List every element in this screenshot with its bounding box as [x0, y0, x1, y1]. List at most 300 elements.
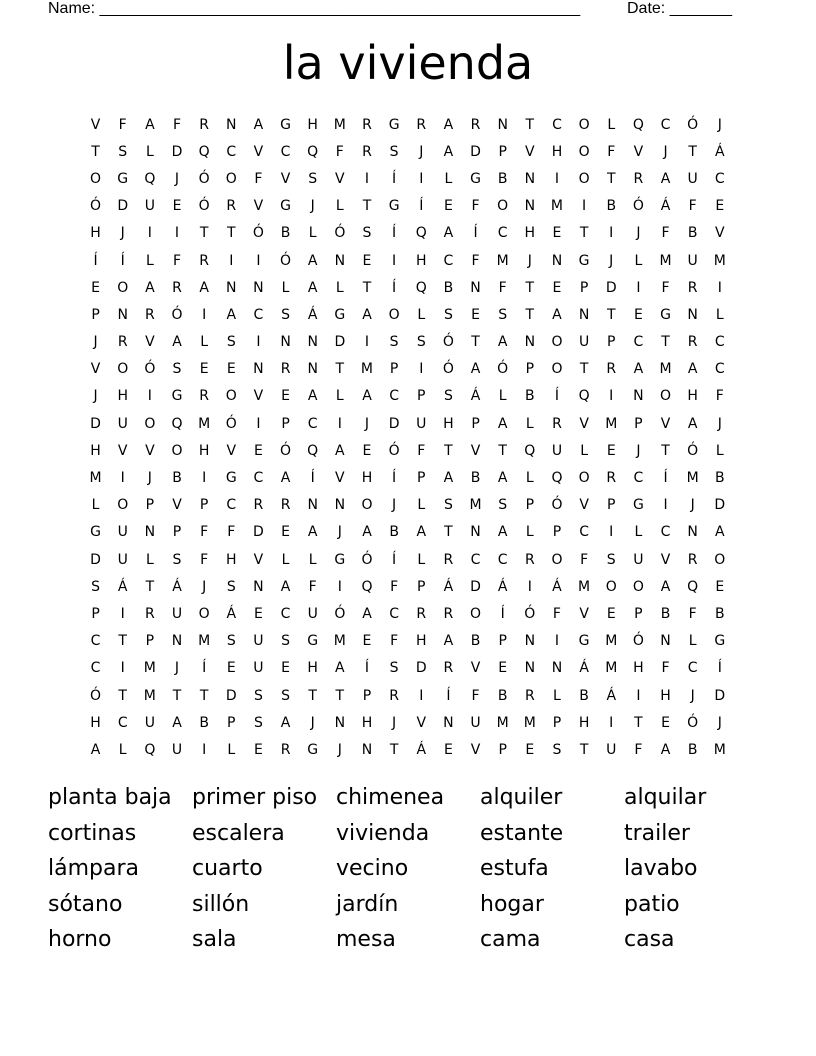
grid-letter[interactable]: F [661, 225, 670, 242]
grid-letter[interactable]: E [362, 442, 372, 459]
grid-letter[interactable]: V [253, 198, 264, 215]
grid-letter[interactable]: M [578, 578, 591, 595]
grid-letter[interactable]: I [636, 279, 641, 296]
grid-letter[interactable]: P [145, 633, 155, 650]
grid-letter[interactable]: A [687, 361, 698, 378]
grid-letter[interactable]: T [226, 225, 236, 242]
grid-letter[interactable]: R [470, 116, 481, 133]
grid-letter[interactable]: S [498, 497, 508, 514]
grid-letter[interactable]: O [470, 605, 482, 622]
grid-letter[interactable]: O [578, 170, 590, 187]
grid-letter[interactable]: E [606, 442, 616, 459]
grid-letter[interactable]: O [605, 578, 617, 595]
grid-letter[interactable]: L [308, 551, 317, 568]
grid-letter[interactable]: U [144, 714, 155, 731]
grid-letter[interactable]: B [606, 198, 617, 215]
grid-letter[interactable]: L [145, 252, 154, 269]
grid-letter[interactable]: C [443, 252, 454, 269]
grid-letter[interactable]: Ó [198, 170, 210, 187]
grid-letter[interactable]: Í [392, 279, 397, 296]
grid-letter[interactable]: P [91, 306, 100, 323]
grid-letter[interactable]: D [117, 198, 129, 215]
grid-letter[interactable]: V [525, 143, 535, 160]
grid-letter[interactable]: O [144, 415, 156, 432]
grid-letter[interactable]: P [525, 361, 535, 378]
grid-letter[interactable]: F [390, 633, 399, 650]
grid-letter[interactable]: Ó [361, 551, 373, 568]
grid-letter[interactable]: F [580, 551, 589, 568]
grid-letter[interactable]: Í [392, 470, 397, 487]
grid-letter[interactable]: S [253, 687, 263, 704]
grid-letter[interactable]: A [660, 578, 671, 595]
grid-letter[interactable]: O [660, 388, 672, 405]
grid-letter[interactable]: B [470, 470, 481, 487]
grid-letter[interactable]: I [147, 225, 152, 242]
grid-letter[interactable]: M [496, 252, 509, 269]
grid-letter[interactable]: O [171, 442, 183, 459]
grid-letter[interactable]: J [93, 388, 98, 405]
grid-letter[interactable]: V [145, 442, 155, 459]
grid-letter[interactable]: J [663, 143, 668, 160]
grid-letter[interactable]: C [280, 143, 291, 160]
grid-letter[interactable]: G [171, 388, 183, 405]
grid-letter[interactable]: R [226, 198, 237, 215]
grid-letter[interactable]: D [225, 687, 237, 704]
grid-letter[interactable]: J [120, 225, 125, 242]
grid-letter[interactable]: T [389, 741, 399, 758]
grid-letter[interactable]: Á [715, 143, 725, 160]
grid-letter[interactable]: M [550, 198, 563, 215]
grid-letter[interactable]: I [554, 633, 560, 650]
grid-letter[interactable]: U [606, 741, 617, 758]
grid-letter[interactable]: L [281, 551, 290, 568]
grid-letter[interactable]: E [226, 361, 236, 378]
grid-letter[interactable]: L [525, 415, 534, 432]
grid-letter[interactable]: O [551, 551, 563, 568]
grid-letter[interactable]: V [579, 415, 589, 432]
grid-letter[interactable]: T [471, 334, 480, 351]
grid-letter[interactable]: B [443, 279, 454, 296]
grid-letter[interactable]: I [554, 170, 560, 187]
grid-letter[interactable]: Í [554, 388, 560, 405]
grid-letter[interactable]: Á [117, 578, 128, 595]
grid-letter[interactable]: H [551, 143, 563, 160]
grid-letter[interactable]: T [308, 687, 317, 704]
grid-letter[interactable]: P [199, 497, 209, 514]
grid-letter[interactable]: E [199, 361, 209, 378]
grid-letter[interactable]: L [145, 143, 154, 160]
grid-letter[interactable]: R [687, 551, 698, 568]
grid-letter[interactable]: B [389, 524, 399, 541]
grid-letter[interactable]: V [253, 143, 264, 160]
grid-letter[interactable]: R [687, 334, 698, 351]
grid-letter[interactable]: M [523, 714, 536, 731]
grid-letter[interactable]: D [714, 497, 726, 514]
grid-letter[interactable]: I [419, 687, 424, 704]
grid-letter[interactable]: E [253, 741, 263, 758]
grid-letter[interactable]: R [280, 741, 291, 758]
grid-letter[interactable]: T [91, 143, 100, 160]
grid-letter[interactable]: J [690, 497, 695, 514]
grid-letter[interactable]: U [117, 415, 128, 432]
grid-letter[interactable]: C [90, 633, 101, 650]
grid-letter[interactable]: S [552, 741, 562, 758]
grid-letter[interactable]: C [660, 524, 671, 541]
grid-letter[interactable]: Ó [687, 714, 699, 731]
grid-letter[interactable]: C [389, 388, 399, 405]
grid-letter[interactable]: F [390, 578, 399, 595]
grid-letter[interactable]: P [498, 143, 507, 160]
grid-letter[interactable]: Ó [280, 252, 292, 269]
grid-letter[interactable]: A [470, 361, 481, 378]
grid-letter[interactable]: N [443, 714, 454, 731]
grid-letter[interactable]: F [471, 687, 480, 704]
grid-letter[interactable]: D [415, 660, 427, 677]
grid-letter[interactable]: R [443, 551, 454, 568]
grid-letter[interactable]: I [419, 170, 424, 187]
grid-letter[interactable]: R [199, 116, 209, 133]
grid-letter[interactable]: Ó [171, 306, 183, 323]
grid-letter[interactable]: Á [172, 578, 182, 595]
grid-letter[interactable]: F [688, 198, 697, 215]
grid-letter[interactable]: V [470, 660, 481, 677]
grid-letter[interactable]: C [497, 551, 508, 568]
grid-letter[interactable]: A [280, 470, 291, 487]
grid-letter[interactable]: J [419, 143, 424, 160]
grid-letter[interactable]: H [633, 660, 644, 677]
grid-letter[interactable]: I [120, 470, 125, 487]
grid-letter[interactable]: T [525, 279, 535, 296]
grid-letter[interactable]: I [663, 497, 668, 514]
grid-letter[interactable]: O [551, 334, 563, 351]
grid-letter[interactable]: B [525, 388, 535, 405]
grid-letter[interactable]: G [307, 741, 319, 758]
grid-letter[interactable]: A [280, 578, 291, 595]
grid-letter[interactable]: P [471, 415, 480, 432]
grid-letter[interactable]: R [144, 306, 155, 323]
grid-letter[interactable]: Í [446, 687, 451, 704]
grid-letter[interactable]: M [143, 660, 156, 677]
grid-letter[interactable]: M [605, 633, 618, 650]
grid-letter[interactable]: G [388, 116, 400, 133]
grid-letter[interactable]: V [660, 551, 671, 568]
grid-letter[interactable]: V [253, 551, 264, 568]
grid-letter[interactable]: U [470, 714, 481, 731]
grid-letter[interactable]: H [361, 470, 373, 487]
grid-letter[interactable]: E [226, 660, 236, 677]
grid-letter[interactable]: F [661, 660, 670, 677]
grid-letter[interactable]: T [661, 334, 670, 351]
grid-letter[interactable]: L [281, 279, 290, 296]
grid-letter[interactable]: S [416, 334, 426, 351]
grid-letter[interactable]: A [172, 334, 182, 351]
grid-letter[interactable]: M [469, 497, 482, 514]
grid-letter[interactable]: O [117, 361, 129, 378]
grid-letter[interactable]: Q [307, 143, 319, 160]
grid-letter[interactable]: C [226, 497, 237, 514]
grid-letter[interactable]: M [605, 415, 618, 432]
grid-letter[interactable]: F [254, 170, 263, 187]
grid-letter[interactable]: L [145, 551, 154, 568]
grid-letter[interactable]: P [227, 714, 236, 731]
grid-letter[interactable]: A [145, 116, 155, 133]
grid-letter[interactable]: U [578, 334, 590, 351]
grid-letter[interactable]: Q [551, 470, 563, 487]
grid-letter[interactable]: L [634, 252, 643, 269]
grid-letter[interactable]: R [606, 361, 617, 378]
grid-letter[interactable]: R [524, 551, 535, 568]
grid-letter[interactable]: Q [415, 279, 427, 296]
grid-letter[interactable]: S [226, 578, 236, 595]
grid-letter[interactable]: Ó [198, 198, 210, 215]
grid-letter[interactable]: V [715, 225, 725, 242]
grid-letter[interactable]: Í [202, 660, 207, 677]
grid-letter[interactable]: L [335, 198, 344, 215]
grid-letter[interactable]: U [307, 605, 318, 622]
grid-letter[interactable]: F [200, 551, 209, 568]
grid-letter[interactable]: N [171, 633, 183, 650]
grid-letter[interactable]: B [470, 633, 481, 650]
grid-letter[interactable]: A [687, 415, 698, 432]
grid-letter[interactable]: V [416, 714, 427, 731]
grid-letter[interactable]: R [416, 116, 427, 133]
grid-letter[interactable]: F [471, 198, 480, 215]
grid-letter[interactable]: N [470, 524, 481, 541]
grid-letter[interactable]: E [498, 660, 508, 677]
grid-letter[interactable]: H [578, 714, 590, 731]
grid-letter[interactable]: T [118, 687, 127, 704]
grid-letter[interactable]: S [91, 578, 101, 595]
grid-letter[interactable]: E [172, 198, 182, 215]
grid-letter[interactable]: N [524, 633, 536, 650]
grid-letter[interactable]: O [578, 143, 590, 160]
grid-letter[interactable]: C [280, 605, 291, 622]
grid-letter[interactable]: E [443, 198, 453, 215]
grid-letter[interactable]: A [443, 143, 454, 160]
grid-letter[interactable]: I [120, 660, 125, 677]
grid-letter[interactable]: Q [578, 388, 590, 405]
grid-letter[interactable]: O [551, 361, 563, 378]
grid-letter[interactable]: J [717, 116, 722, 133]
grid-letter[interactable]: A [715, 524, 725, 541]
grid-letter[interactable]: S [389, 143, 399, 160]
grid-letter[interactable]: D [605, 279, 617, 296]
grid-letter[interactable]: A [497, 470, 508, 487]
grid-letter[interactable]: C [714, 334, 725, 351]
grid-letter[interactable]: Á [416, 741, 427, 758]
grid-letter[interactable]: Ó [144, 361, 156, 378]
grid-letter[interactable]: Ó [442, 361, 454, 378]
grid-letter[interactable]: H [226, 551, 237, 568]
grid-letter[interactable]: M [198, 633, 211, 650]
grid-letter[interactable]: I [527, 578, 532, 595]
grid-letter[interactable]: I [202, 306, 207, 323]
grid-letter[interactable]: M [605, 660, 618, 677]
grid-letter[interactable]: Q [687, 578, 699, 595]
grid-letter[interactable]: V [253, 388, 264, 405]
grid-letter[interactable]: Ó [551, 497, 563, 514]
grid-letter[interactable]: I [120, 605, 125, 622]
grid-letter[interactable]: R [199, 388, 209, 405]
grid-letter[interactable]: L [715, 442, 724, 459]
grid-letter[interactable]: R [172, 279, 182, 296]
grid-letter[interactable]: Ó [225, 415, 237, 432]
grid-letter[interactable]: F [715, 388, 724, 405]
grid-letter[interactable]: I [392, 252, 397, 269]
grid-letter[interactable]: T [145, 578, 155, 595]
grid-letter[interactable]: H [90, 714, 101, 731]
grid-letter[interactable]: F [172, 252, 182, 269]
grid-letter[interactable]: S [498, 306, 508, 323]
grid-letter[interactable]: A [633, 361, 644, 378]
grid-letter[interactable]: A [335, 660, 345, 677]
grid-letter[interactable]: L [417, 551, 426, 568]
grid-letter[interactable]: P [172, 524, 182, 541]
grid-letter[interactable]: T [579, 741, 589, 758]
grid-letter[interactable]: A [90, 741, 101, 758]
grid-letter[interactable]: R [389, 687, 399, 704]
grid-letter[interactable]: F [607, 143, 616, 160]
grid-letter[interactable]: V [117, 442, 128, 459]
grid-letter[interactable]: O [198, 605, 210, 622]
grid-letter[interactable]: C [552, 116, 562, 133]
grid-letter[interactable]: E [715, 198, 725, 215]
grid-letter[interactable]: C [714, 170, 725, 187]
grid-letter[interactable]: O [632, 578, 644, 595]
grid-letter[interactable]: I [202, 741, 207, 758]
grid-letter[interactable]: C [253, 470, 264, 487]
grid-letter[interactable]: U [687, 252, 698, 269]
grid-letter[interactable]: N [524, 198, 536, 215]
grid-letter[interactable]: A [172, 714, 182, 731]
grid-letter[interactable]: H [524, 225, 536, 242]
grid-letter[interactable]: S [226, 334, 236, 351]
grid-letter[interactable]: P [389, 361, 399, 378]
grid-letter[interactable]: A [552, 306, 562, 323]
grid-letter[interactable]: C [226, 143, 237, 160]
grid-letter[interactable]: S [281, 306, 290, 323]
grid-letter[interactable]: J [527, 252, 532, 269]
grid-letter[interactable]: I [337, 415, 342, 432]
grid-letter[interactable]: B [579, 687, 589, 704]
grid-letter[interactable]: N [524, 170, 536, 187]
grid-letter[interactable]: J [364, 415, 370, 432]
grid-letter[interactable]: A [307, 388, 318, 405]
grid-letter[interactable]: H [198, 442, 210, 459]
grid-letter[interactable]: J [147, 470, 152, 487]
grid-letter[interactable]: N [334, 714, 346, 731]
grid-letter[interactable]: E [552, 279, 562, 296]
grid-letter[interactable]: R [606, 470, 617, 487]
grid-letter[interactable]: F [688, 605, 697, 622]
grid-letter[interactable]: I [256, 415, 261, 432]
grid-letter[interactable]: L [200, 334, 209, 351]
grid-letter[interactable]: M [360, 361, 374, 378]
grid-letter[interactable]: J [636, 442, 641, 459]
grid-letter[interactable]: U [633, 551, 644, 568]
grid-letter[interactable]: N [280, 334, 291, 351]
grid-letter[interactable]: U [253, 660, 264, 677]
grid-letter[interactable]: E [91, 279, 100, 296]
grid-letter[interactable]: L [688, 633, 697, 650]
grid-letter[interactable]: G [714, 633, 726, 650]
grid-letter[interactable]: Q [171, 415, 183, 432]
grid-letter[interactable]: H [660, 687, 671, 704]
grid-letter[interactable]: Q [198, 143, 210, 160]
grid-letter[interactable]: A [145, 279, 155, 296]
grid-letter[interactable]: L [417, 497, 426, 514]
grid-letter[interactable]: O [90, 170, 102, 187]
grid-letter[interactable]: U [117, 551, 128, 568]
grid-letter[interactable]: T [199, 687, 209, 704]
grid-letter[interactable]: A [497, 524, 508, 541]
grid-letter[interactable]: Í [392, 551, 397, 568]
grid-letter[interactable]: Á [552, 578, 562, 595]
grid-letter[interactable]: C [660, 116, 671, 133]
grid-letter[interactable]: V [335, 470, 345, 487]
grid-letter[interactable]: O [117, 279, 129, 296]
grid-letter[interactable]: Ó [334, 605, 346, 622]
grid-letter[interactable]: D [90, 551, 101, 568]
grid-letter[interactable]: J [174, 170, 180, 187]
grid-letter[interactable]: U [687, 170, 698, 187]
grid-letter[interactable]: P [552, 714, 562, 731]
grid-letter[interactable]: D [714, 687, 726, 704]
grid-letter[interactable]: D [334, 334, 346, 351]
grid-letter[interactable]: A [660, 170, 671, 187]
grid-letter[interactable]: I [147, 388, 152, 405]
grid-letter[interactable]: R [443, 660, 454, 677]
grid-letter[interactable]: V [90, 116, 101, 133]
grid-letter[interactable]: B [687, 741, 698, 758]
grid-letter[interactable]: N [334, 252, 346, 269]
grid-letter[interactable]: N [117, 306, 128, 323]
grid-letter[interactable]: Í [392, 170, 397, 187]
grid-letter[interactable]: S [443, 306, 453, 323]
grid-letter[interactable]: N [226, 279, 237, 296]
grid-letter[interactable]: R [633, 170, 644, 187]
grid-letter[interactable]: I [202, 470, 207, 487]
grid-letter[interactable]: G [578, 633, 590, 650]
grid-letter[interactable]: R [199, 252, 209, 269]
grid-letter[interactable]: Ó [334, 225, 346, 242]
grid-letter[interactable]: J [337, 741, 342, 758]
grid-letter[interactable]: A [253, 116, 264, 133]
grid-letter[interactable]: S [389, 660, 399, 677]
grid-letter[interactable]: V [470, 442, 481, 459]
name-field-label[interactable]: Name: ______________________________________________________ [48, 0, 581, 17]
grid-letter[interactable]: F [308, 578, 317, 595]
grid-letter[interactable]: R [253, 497, 264, 514]
grid-letter[interactable]: I [256, 334, 261, 351]
grid-letter[interactable]: A [307, 279, 318, 296]
grid-letter[interactable]: E [281, 660, 290, 677]
grid-letter[interactable]: G [632, 497, 644, 514]
grid-letter[interactable]: N [687, 306, 698, 323]
grid-letter[interactable]: T [362, 198, 372, 215]
grid-letter[interactable]: J [174, 660, 180, 677]
grid-letter[interactable]: Q [415, 225, 427, 242]
grid-letter[interactable]: H [443, 415, 454, 432]
grid-letter[interactable]: A [226, 306, 237, 323]
grid-letter[interactable]: I [419, 361, 424, 378]
grid-letter[interactable]: N [687, 524, 698, 541]
grid-letter[interactable]: V [280, 170, 291, 187]
grid-letter[interactable]: J [609, 252, 614, 269]
grid-letter[interactable]: V [172, 497, 182, 514]
grid-letter[interactable]: Q [524, 442, 536, 459]
grid-letter[interactable]: E [253, 605, 263, 622]
